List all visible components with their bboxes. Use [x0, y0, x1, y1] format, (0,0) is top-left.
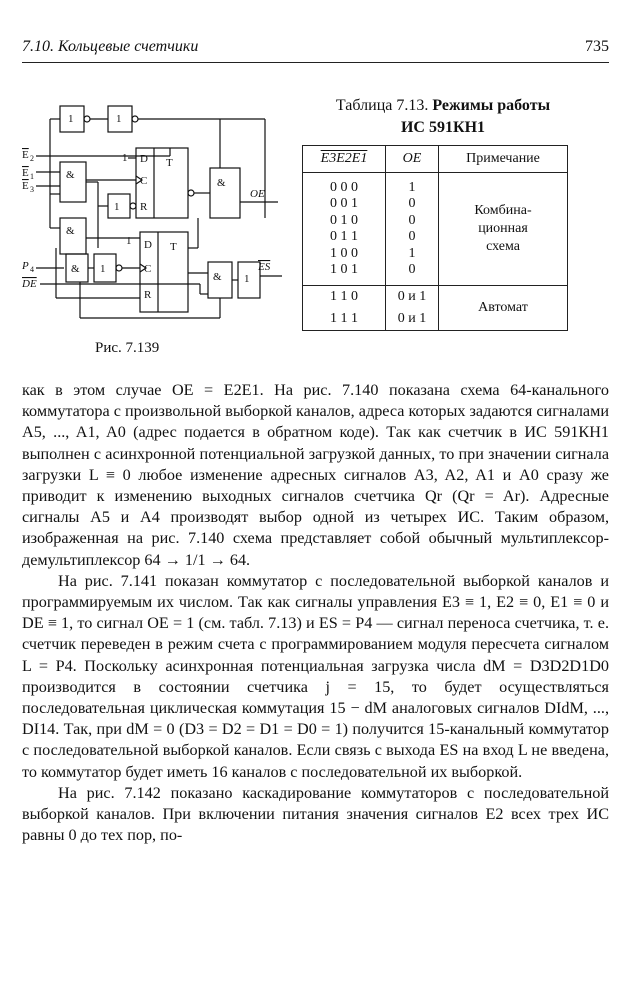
- auto-note: Автомат: [439, 286, 568, 331]
- page-header: [22, 38, 609, 63]
- auto-e-values: 1 1 0 1 1 1: [303, 286, 386, 331]
- svg-text:&: &: [217, 177, 226, 189]
- modes-table: [302, 145, 568, 331]
- comb-note: Комбина- ционная схема: [439, 173, 568, 286]
- label-p4: P: [22, 260, 29, 272]
- svg-text:1: 1: [116, 113, 122, 125]
- page-number: 735: [585, 38, 609, 55]
- svg-text:R: R: [144, 289, 152, 301]
- svg-text:1: 1: [244, 273, 250, 285]
- paragraph-2: На рис. 7.141 показан коммутатор с последовательной выборкой каналов и программируемым их числом. Так как сигналы управления E3 ≡ 1, E2 ≡ 0, E1 ≡ 0 и DE ≡ 1, то сигнал OE = 1 (см. табл. 7.13) и ES = P4 — сигнал переноса счетчика, т. е. счетчик переведен в режим счета с программированием модуля пересчета сигналом L = P4. Поскольку асинхронная потенциальная загрузка числа dM = D3D2D1D0 производится в состоянии счетчика j = 15, то будет осуществляться последовательная циклическая коммутация 15 − dM аналоговых сигналов DIdM, ..., DI14. Так, при dM = 0 (D3 = D2 = D1 = D0 = 1) получится 15-канальный коммутатор с последовательной выборкой каналов. Если связь с выхода ES на вход L не введена, то коммутатор будет иметь 16 каналов с последовательной их выборкой.: [22, 571, 609, 781]
- header-e-code: E3E2E1: [303, 146, 386, 173]
- body-text: [22, 380, 609, 846]
- svg-text:T: T: [166, 157, 173, 169]
- label-e1: E: [22, 167, 29, 179]
- header-oe: OE: [386, 146, 439, 173]
- label-e2: E: [22, 149, 29, 161]
- svg-text:1: 1: [114, 201, 120, 213]
- paragraph-3: На рис. 7.142 показано каскадирование коммутаторов с последовательной выборкой каналов. При включении питания значения сигналов E2 всех трех ИС равны 0 до тех пор, по-: [22, 783, 609, 845]
- comb-e-values: 0 0 0 0 0 1 0 1 0 0 1 1 1 0 0 1 0 1: [303, 173, 386, 286]
- svg-text:&: &: [66, 169, 75, 181]
- svg-text:1: 1: [100, 263, 106, 275]
- auto-oe-values: 0 и 1 0 и 1: [386, 286, 439, 331]
- svg-text:T: T: [170, 241, 177, 253]
- label-oe: OE: [250, 188, 265, 200]
- svg-text:R: R: [140, 201, 148, 213]
- paragraph-1: как в этом случае OE = E2E1. На рис. 7.140 показана схема 64-канального коммутатора с произвольной выборкой каналов, адреса которых задаются сигналами A5, ..., A1, A0 (адрес подается в обратном коде). Так как счетчик в ИС 591КН1 выполнен с асинхронной потенциальной загрузкой данных, то при значении сигнала загрузки L ≡ 0 любое изменение адресных сигналов A3, A2, A1 и A0 сразу же приводит к изменению выходных сигналов счетчика Qr (Qr = Ar). Адресные сигналы A5 и A4 производят выбор одной из четырех ИС. Таким образом, изображенная на рис. 7.140 схема представляет собой обычный мультиплексор-демультиплексор 64 → 1/1 → 64.: [22, 381, 609, 569]
- header-note: Примечание: [439, 146, 568, 173]
- label-de: DE: [22, 278, 37, 290]
- section-title: 7.10. Кольцевые счетчики: [22, 38, 199, 55]
- svg-text:1: 1: [30, 172, 34, 181]
- figure-caption: Рис. 7.139: [95, 340, 160, 356]
- svg-text:3: 3: [30, 185, 34, 194]
- svg-text:&: &: [213, 271, 222, 283]
- table-title: Таблица 7.13. Режимы работы ИС 591КН1: [335, 97, 551, 136]
- svg-text:D: D: [140, 153, 148, 165]
- svg-text:&: &: [66, 225, 75, 237]
- svg-text:D: D: [144, 239, 152, 251]
- svg-text:2: 2: [30, 154, 34, 163]
- and-gate-1: [60, 162, 86, 202]
- svg-text:C: C: [144, 263, 152, 275]
- svg-text:1: 1: [122, 152, 128, 164]
- svg-text:&: &: [71, 263, 80, 275]
- svg-text:4: 4: [30, 265, 34, 274]
- comb-oe-values: 1 0 0 0 1 0: [386, 173, 439, 286]
- svg-text:1: 1: [68, 113, 74, 125]
- label-es: ES: [258, 261, 271, 273]
- and-gate-oe: [210, 168, 240, 218]
- svg-text:C: C: [140, 175, 148, 187]
- svg-text:1: 1: [126, 235, 132, 247]
- circuit-diagram: [20, 98, 290, 338]
- label-e3: E: [22, 180, 29, 192]
